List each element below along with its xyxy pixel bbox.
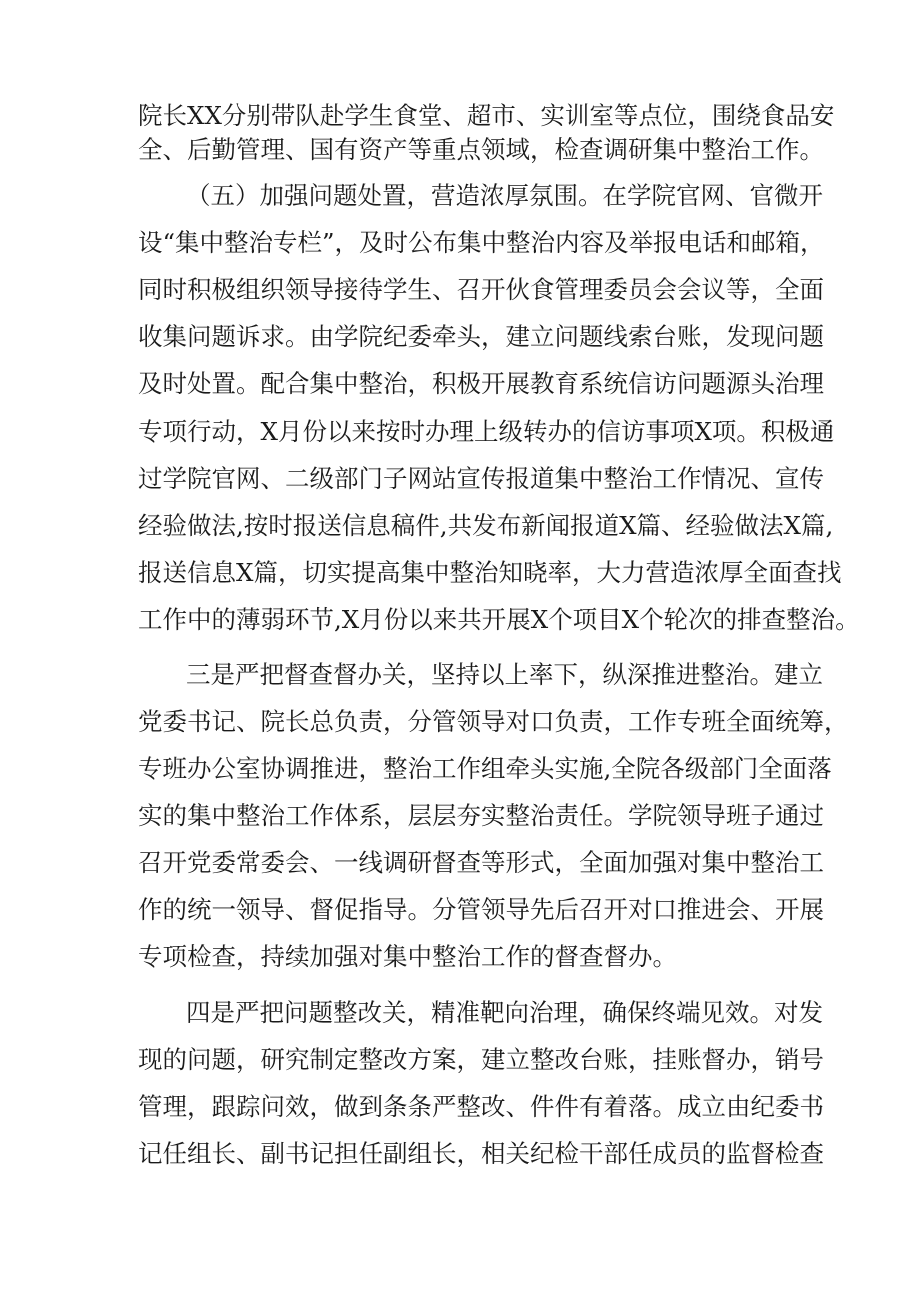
text-line-9: 过学院官网、二级部门子网站宣传报道集中整治工作情况、宣传 — [138, 464, 824, 493]
text-line-23: 记任组长、副书记担任副组长，相关纪检干部任成员的监督检查 — [138, 1139, 824, 1168]
paragraph-start-line: （五）加强问题处置，营造浓厚氛围。在学院官网、官微开 — [186, 181, 823, 210]
text-line-14: 党委书记、院长总负责，分管领导对口负责，工作专班全面统筹， — [138, 707, 849, 736]
text-line-6: 收集问题诉求。由学院纪委牵头，建立问题线索台账，发现问题 — [138, 322, 824, 351]
text-line-11: 报送信息X篇，切实提高集中整治知晓率，大力营造浓厚全面查找 — [138, 558, 842, 587]
text-line-21: 现的问题，研究制定整改方案，建立整改台账，挂账督办，销号 — [138, 1045, 824, 1074]
text-line-15: 专班办公室协调推进，整治工作组牵头实施,全院各级部门全面落 — [138, 754, 832, 783]
text-line-10: 经验做法,按时报送信息稿件,共发布新闻报道X篇、经验做法X篇, — [138, 511, 834, 540]
text-line-19: 专项检查，持续加强对集中整治工作的督查督办。 — [138, 942, 677, 971]
text-line-22: 管理，跟踪问效，做到条条严整改、件件有着落。成立由纪委书 — [138, 1092, 824, 1121]
text-line-1: 院长XX分别带队赴学生食堂、超市、实训室等点位，围绕食品安 — [138, 101, 835, 130]
text-line-5: 同时积极组织领导接待学生、召开伙食管理委员会会议等，全面 — [138, 275, 824, 304]
text-line-18: 作的统一领导、督促指导。分管领导先后召开对口推进会、开展 — [138, 895, 824, 924]
text-line-17: 召开党委常委会、一线调研督查等形式，全面加强对集中整治工 — [138, 848, 824, 877]
text-line-12: 工作中的薄弱环节,X月份以来共开展X个项目X个轮次的排查整治。 — [138, 605, 860, 634]
paragraph-start-line: 四是严把问题整改关，精准靶向治理，确保终端见效。对发 — [186, 998, 823, 1027]
text-line-2: 全、后勤管理、国有资产等重点领域，检查调研集中整治工作。 — [138, 135, 824, 164]
paragraph-start-line: 三是严把督查督办关，坚持以上率下，纵深推进整治。建立 — [186, 660, 823, 689]
text-line-16: 实的集中整治工作体系，层层夯实整治责任。学院领导班子通过 — [138, 801, 824, 830]
text-line-4: 设“集中整治专栏”，及时公布集中整治内容及举报电话和邮箱， — [138, 228, 825, 257]
text-line-8: 专项行动，X月份以来按时办理上级转办的信访事项X项。积极通 — [138, 417, 835, 446]
text-line-7: 及时处置。配合集中整治，积极开展教育系统信访问题源头治理 — [138, 369, 824, 398]
